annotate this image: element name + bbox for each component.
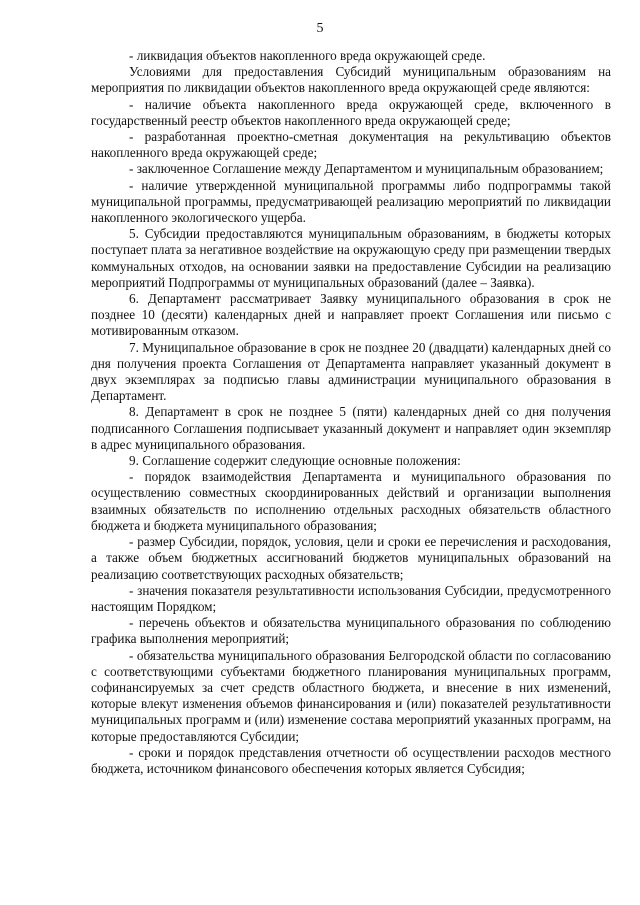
paragraph: - значения показателя результативности использования Субсидии, предусмотренного настоящим Порядком; bbox=[91, 582, 611, 614]
document-body bbox=[91, 48, 611, 777]
page-number: 5 bbox=[316, 21, 324, 36]
paragraph: 9. Соглашение содержит следующие основные положения: bbox=[129, 453, 461, 469]
paragraph: - заключенное Соглашение между Департаментом и муниципальным образованием; bbox=[129, 161, 604, 177]
paragraph: - разработанная проектно-сметная документация на рекультивацию объектов накопленного вреда окружающей среде; bbox=[91, 129, 611, 161]
paragraph: 5. Субсидии предоставляются муниципальным образованиям, в бюджеты которых поступает плата за негативное воздействие на окружающую среду при размещении твердых коммунальных отходов, на основании заявки на предоставление Субсидии на реализацию мероприятий Подпрограммы от муниципальных образований (далее – Заявка). bbox=[91, 226, 611, 290]
paragraph: 7. Муниципальное образование в срок не позднее 20 (двадцати) календарных дней со дня получения проекта Соглашения от Департамента направляет указанный документ в двух экземплярах за подписью главы администрации муниципального образования в Департамент. bbox=[91, 339, 611, 404]
paragraph: - перечень объектов и обязательства муниципального образования по соблюдению графика выполнения мероприятий; bbox=[91, 615, 611, 647]
paragraph: - ликвидация объектов накопленного вреда окружающей среде. bbox=[129, 48, 486, 63]
paragraph: - порядок взаимодействия Департамента и муниципального образования по осуществлению совместных скоординированных действий и организации выполнения взаимных обязательств по исполнению отдельных расходных обязательств областного бюджета и бюджета муниципального образования; bbox=[91, 469, 611, 533]
paragraph: 6. Департамент рассматривает Заявку муниципального образования в срок не позднее 10 (десяти) календарных дней и направляет проект Соглашения или письмо с мотивированным отказом. bbox=[91, 291, 611, 339]
paragraph: - наличие утвержденной муниципальной программы либо подпрограммы такой муниципальной программы, предусматривающей реализацию мероприятий по ликвидации накопленного экологического ущерба. bbox=[91, 177, 611, 226]
paragraph: - размер Субсидии, порядок, условия, цели и сроки ее перечисления и расходования, а также объем бюджетных ассигнований бюджетов муниципальных образований на реализацию соответствующих расходных обязательств; bbox=[91, 534, 611, 582]
paragraph: Условиями для предоставления Субсидий муниципальным образованиям на мероприятия по ликвидации объектов накопленного вреда окружающей среде являются: bbox=[91, 64, 611, 96]
paragraph: - наличие объекта накопленного вреда окружающей среде, включенного в государственный реестр объектов накопленного вреда окружающей среде; bbox=[91, 96, 611, 128]
paragraph: 8. Департамент в срок не позднее 5 (пяти) календарных дней со дня получения подписанного Соглашения подписывает указанный документ и направляет один экземпляр в адрес муниципального образования. bbox=[91, 404, 611, 452]
paragraph: - обязательства муниципального образования Белгородской области по согласованию с соответствующими субъектами бюджетного планирования муниципальных программ, софинансируемых за счет средств областного бюджета, и внесение в них изменений, которые влекут изменения объемов финансирования и (или) показателей результативности муниципальных программ и (или) изменение состава мероприятий указанных программ, на которые предоставляются Субсидии; bbox=[91, 647, 611, 744]
paragraph: - сроки и порядок представления отчетности об осуществлении расходов местного бюджета, источником финансового обеспечения которых является Субсидия; bbox=[91, 744, 611, 776]
